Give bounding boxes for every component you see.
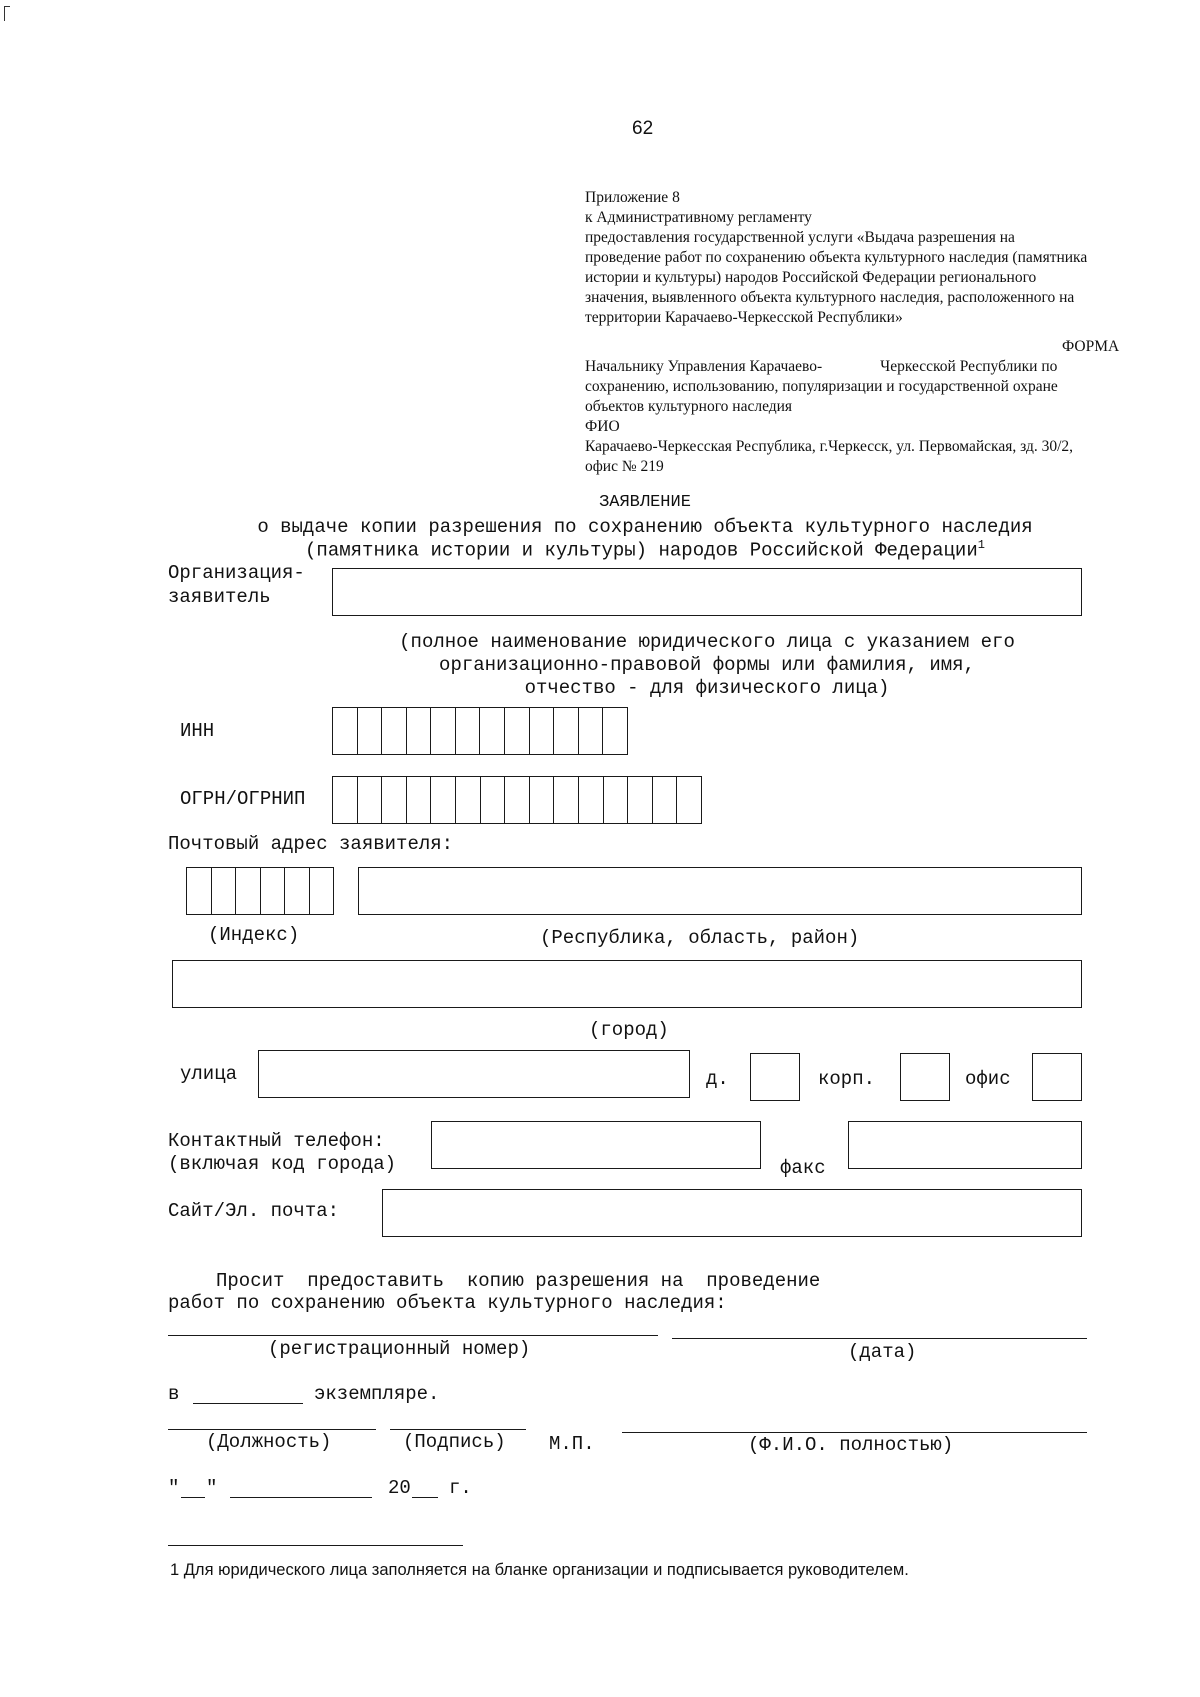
copies-line[interactable]: [193, 1403, 303, 1404]
ogrn-label: ОГРН/ОГРНИП: [180, 788, 306, 810]
applicant-label: [168, 561, 305, 609]
applicant-label-line: Организация-: [168, 562, 305, 584]
applicant-label-line: заявитель: [168, 586, 271, 608]
appendix-line: к Административному регламенту: [585, 209, 812, 226]
appendix-line: истории и культуры) народов Российской Федерации регионального: [585, 269, 1037, 286]
street-field[interactable]: [258, 1050, 690, 1098]
region-field[interactable]: [358, 867, 1082, 915]
date-day-close-quote: ": [206, 1477, 218, 1499]
phone-label-line: Контактный телефон:: [168, 1130, 385, 1152]
inn-field[interactable]: [332, 707, 628, 755]
applicant-hint-line: организационно-правовой формы или фамилия, имя,: [439, 654, 975, 676]
full-name-hint: (Ф.И.О. полностью): [748, 1434, 954, 1456]
copies-prefix: в: [168, 1383, 180, 1405]
full-name-line[interactable]: [622, 1432, 1087, 1433]
addressee-line1-part2: Черкесской Республики по: [880, 358, 1058, 375]
appendix-line: предоставления государственной услуги «Выдача разрешения на: [585, 229, 1015, 246]
addressee-address: Карачаево-Черкесская Республика, г.Черкесск, ул. Первомайская, зд. 30/2,: [585, 438, 1074, 455]
request-line1-text: Просит предоставить копию разрешения на проведение: [216, 1270, 821, 1292]
signature-hint: (Подпись): [403, 1431, 506, 1453]
applicant-hint-line: отчество - для физического лица): [524, 677, 890, 699]
applicant-name-field[interactable]: [332, 568, 1082, 616]
addressee-line: объектов культурного наследия: [585, 398, 793, 415]
position-hint: (Должность): [206, 1431, 332, 1453]
signature-line[interactable]: [390, 1429, 526, 1430]
site-email-field[interactable]: [382, 1189, 1082, 1237]
request-text: [168, 1270, 820, 1314]
city-hint: (город): [589, 1019, 669, 1041]
site-email-label: Сайт/Эл. почта:: [168, 1200, 340, 1222]
form-label: ФОРМА: [1062, 338, 1120, 355]
addressee-office: офис № 219: [585, 458, 664, 475]
date-year-suffix: г.: [449, 1477, 472, 1499]
date-year-prefix: 20: [388, 1477, 411, 1499]
appendix-line: территории Карачаево-Черкесской Республики»: [585, 309, 903, 326]
request-line: работ по сохранению объекта культурного наследия:: [168, 1292, 727, 1314]
postal-index-field[interactable]: [186, 867, 334, 915]
statement-subtitle: о выдаче копии разрешения по сохранению объекта культурного наследия: [257, 516, 1033, 538]
appendix-title: Приложение 8: [585, 189, 680, 206]
appendix-line: проведение работ по сохранению объекта культурного наследия (памятника: [585, 249, 1088, 266]
copies-suffix: экземпляре.: [314, 1383, 440, 1405]
postal-address-label: Почтовый адрес заявителя:: [168, 833, 454, 855]
phone-label-line: (включая код города): [168, 1153, 397, 1175]
house-label: д.: [706, 1068, 729, 1090]
applicant-hint-line: (полное наименование юридического лица с указанием его: [399, 631, 1015, 653]
statement-title: ЗАЯВЛЕНИЕ: [599, 493, 691, 512]
addressee-block: [585, 357, 1125, 477]
scan-corner-mark: [4, 6, 10, 21]
applicant-hint: [332, 631, 1082, 700]
phone-label: [168, 1130, 396, 1176]
reg-number-hint: (регистрационный номер): [268, 1338, 531, 1360]
date-year-line[interactable]: [412, 1497, 438, 1498]
addressee-line: [585, 357, 1125, 377]
date-day-line[interactable]: [181, 1497, 205, 1498]
addressee-line1-part1: Начальнику Управления Карачаево-: [585, 358, 823, 375]
region-hint: (Республика, область, район): [540, 927, 860, 949]
office-label: офис: [965, 1068, 1011, 1090]
house-field[interactable]: [750, 1053, 800, 1101]
ogrn-field[interactable]: [332, 776, 702, 824]
position-line[interactable]: [168, 1429, 376, 1430]
appendix-block: [585, 188, 1145, 328]
building-label: корп.: [818, 1068, 876, 1090]
footnote-separator: [168, 1545, 463, 1546]
request-line: [168, 1270, 820, 1292]
city-field[interactable]: [172, 960, 1082, 1008]
addressee-line: сохранению, использованию, популяризации и государственной охране: [585, 378, 1058, 395]
footnote-mark: 1: [977, 538, 985, 552]
statement-subtitle: [0, 538, 1200, 561]
phone-field[interactable]: [431, 1121, 761, 1169]
page-number: 62: [632, 118, 654, 139]
footnote: 1 Для юридического лица заполняется на бланке организации и подписывается руководителем.: [170, 1561, 909, 1579]
reg-number-line[interactable]: [168, 1335, 658, 1336]
date-month-line[interactable]: [230, 1497, 372, 1498]
fax-label: факс: [780, 1157, 826, 1179]
inn-label: ИНН: [180, 720, 215, 742]
date-hint: (дата): [848, 1341, 917, 1363]
statement-subtitle-text: (памятника истории и культуры) народов Российской Федерации: [305, 539, 978, 562]
stamp-label: М.П.: [549, 1433, 595, 1455]
fax-field[interactable]: [848, 1121, 1082, 1169]
date-line[interactable]: [672, 1338, 1087, 1339]
addressee-fio: ФИО: [585, 418, 620, 435]
street-label: улица: [180, 1063, 238, 1085]
postal-index-hint: (Индекс): [208, 924, 300, 946]
appendix-line: значения, выявленного объекта культурного наследия, расположенного на: [585, 289, 1075, 306]
building-field[interactable]: [900, 1053, 950, 1101]
office-field[interactable]: [1032, 1053, 1082, 1101]
date-day-open-quote: ": [168, 1477, 180, 1499]
